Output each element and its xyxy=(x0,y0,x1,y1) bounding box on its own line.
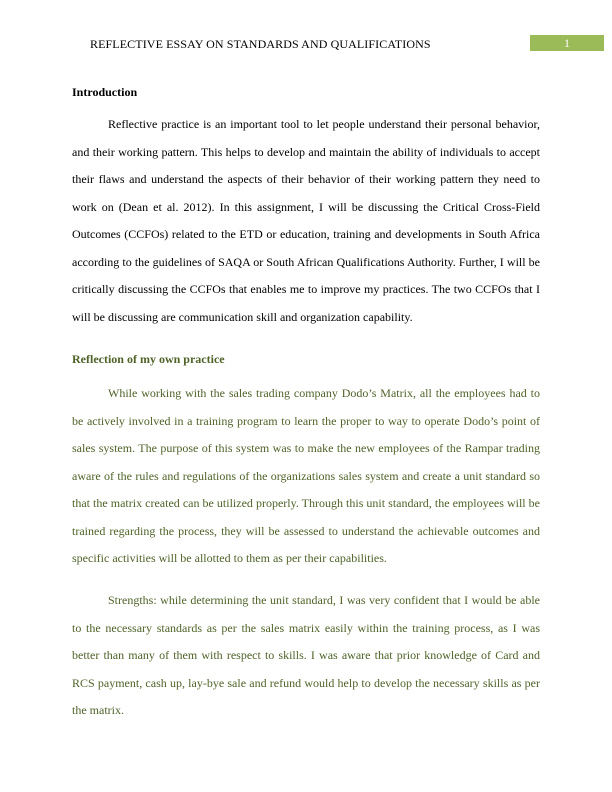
reflection-heading: Reflection of my own practice xyxy=(72,352,225,366)
reflection-paragraph-1: While working with the sales trading company Dodo’s Matrix, all the employees had to be actively involved in a training program to learn the proper to way to operate Dodo’s point of sales system. The purpose of this system was to make the new employees of the Rampar trading aware of the rules and regulations of the organizations sales system and create a unit standard so that the matrix created can be utilized properly. Through this unit standard, the employees will be trained regarding the process, they will be assessed to understand the achievable outcomes and specific activities will be allotted to them as per their capabilities. xyxy=(72,386,540,565)
strengths-paragraph: Strengths: while determining the unit standard, I was very confident that I would be able to the necessary standards as per the sales matrix easily within the training process, as I was better than many of them with respect to skills. I was aware that prior knowledge of Card and RCS payment, cash up, lay-bye sale and refund would help to develop the necessary skills as per the matrix. xyxy=(72,593,540,717)
introduction-heading: Introduction xyxy=(72,85,138,99)
running-header-title: REFLECTIVE ESSAY ON STANDARDS AND QUALIFICATIONS xyxy=(90,37,431,51)
page-number: 1 xyxy=(530,35,604,51)
introduction-paragraph: Reflective practice is an important tool to let people understand their personal behavior, and their working pattern. This helps to develop and maintain the ability of individuals to accept their flaws and understand the aspects of their behavior of their working pattern they need to work on (Dean et al. 2012). In this assignment, I will be discussing the Critical Cross-Field Outcomes (CCFOs) related to the ETD or education, training and developments in South Africa according to the guidelines of SAQA or South African Qualifications Authority. Further, I will be critically discussing the CCFOs that enables me to improve my practices. The two CCFOs that I will be discussing are communication skill and organization capability. xyxy=(72,117,540,324)
